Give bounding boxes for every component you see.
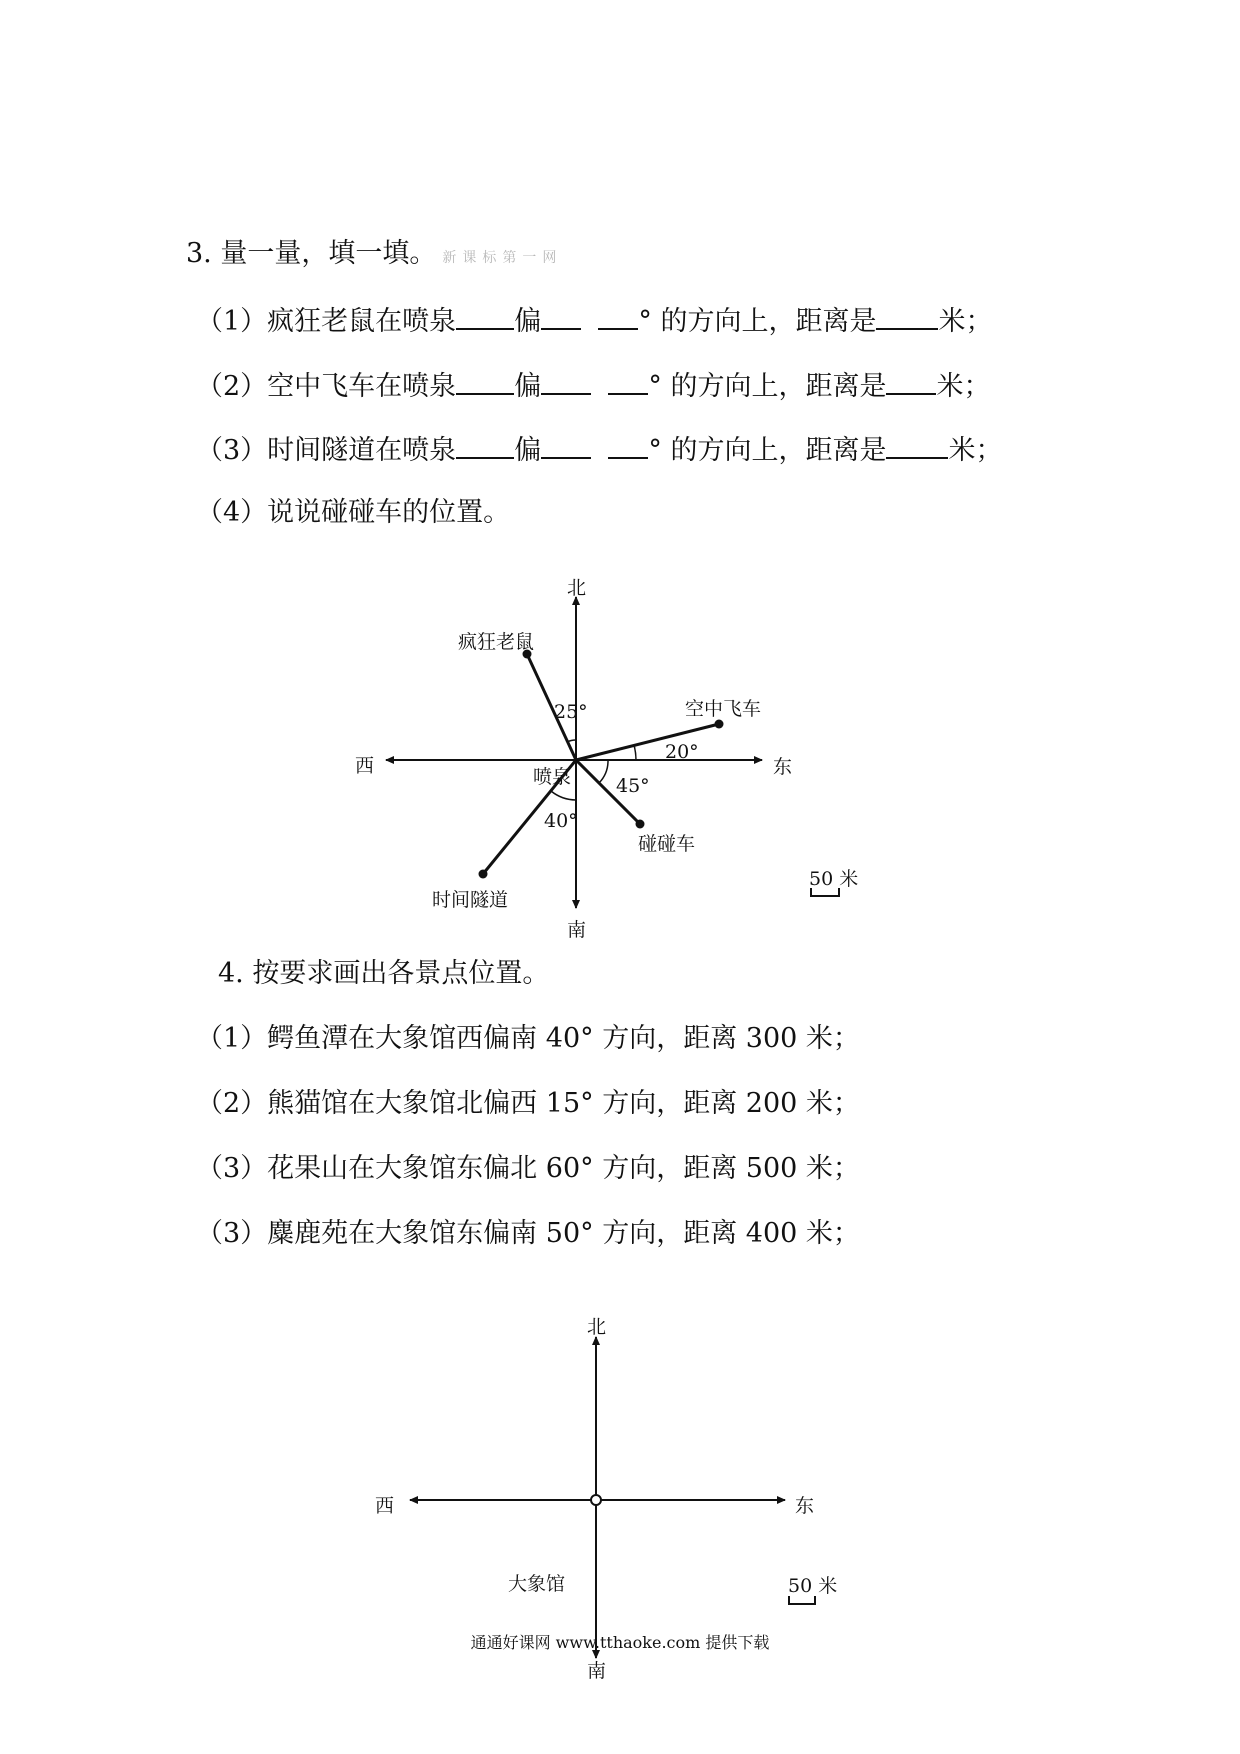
- scale-label: 50 米: [788, 1575, 838, 1597]
- angle-25: 25°: [554, 701, 588, 723]
- angle-45: 45°: [616, 775, 650, 797]
- label-west: 西: [375, 1495, 395, 1517]
- q3-item-2: （2）空中飞车在喷泉 偏 ° 的方向上，距离是 米；: [196, 367, 990, 404]
- angle-40: 40°: [544, 810, 578, 832]
- label-east: 东: [795, 1495, 815, 1517]
- label-east: 东: [773, 756, 793, 778]
- q4-item-4: （3）麋鹿苑在大象馆东偏南 50° 方向，距离 400 米；: [196, 1218, 860, 1249]
- q3-item-1: （1）疯狂老鼠在喷泉 偏 ° 的方向上，距离是 米；: [196, 302, 992, 339]
- q3-item-4: （4）说说碰碰车的位置。: [196, 497, 511, 528]
- q3-title: 3. 量一量，填一填。 新课标第一网: [186, 238, 563, 269]
- center-point: [591, 1495, 601, 1505]
- scale-label: 50 米: [809, 868, 859, 890]
- q4-item-3: （3）花果山在大象馆东偏北 60° 方向，距离 500 米；: [196, 1153, 860, 1184]
- label-north: 北: [567, 577, 587, 599]
- label-elephant-hall: 大象馆: [508, 1573, 566, 1595]
- label-crazy-mouse: 疯狂老鼠: [458, 631, 535, 653]
- label-south: 南: [567, 919, 587, 941]
- label-fountain: 喷泉: [533, 766, 572, 788]
- watermark: 新课标第一网: [442, 250, 563, 266]
- label-west: 西: [355, 755, 375, 777]
- q4-title: 4. 按要求画出各景点位置。: [218, 958, 550, 989]
- label-south: 南: [587, 1660, 607, 1682]
- label-time-tunnel: 时间隧道: [432, 889, 509, 911]
- q4-item-1: （1）鳄鱼潭在大象馆西偏南 40° 方向，距离 300 米；: [196, 1023, 860, 1054]
- label-north: 北: [587, 1316, 607, 1338]
- q3-item-3: （3）时间隧道在喷泉 偏 ° 的方向上，距离是 米；: [196, 431, 1002, 468]
- q4-item-2: （2）熊猫馆在大象馆北偏西 15° 方向，距离 200 米；: [196, 1088, 860, 1119]
- label-sky-car: 空中飞车: [685, 698, 762, 720]
- label-bumper-car: 碰碰车: [638, 833, 696, 855]
- angle-20: 20°: [665, 741, 699, 763]
- footer-source: 通通好课网 www.tthaoke.com 提供下载: [470, 1633, 770, 1652]
- scale-bar: [789, 1596, 815, 1604]
